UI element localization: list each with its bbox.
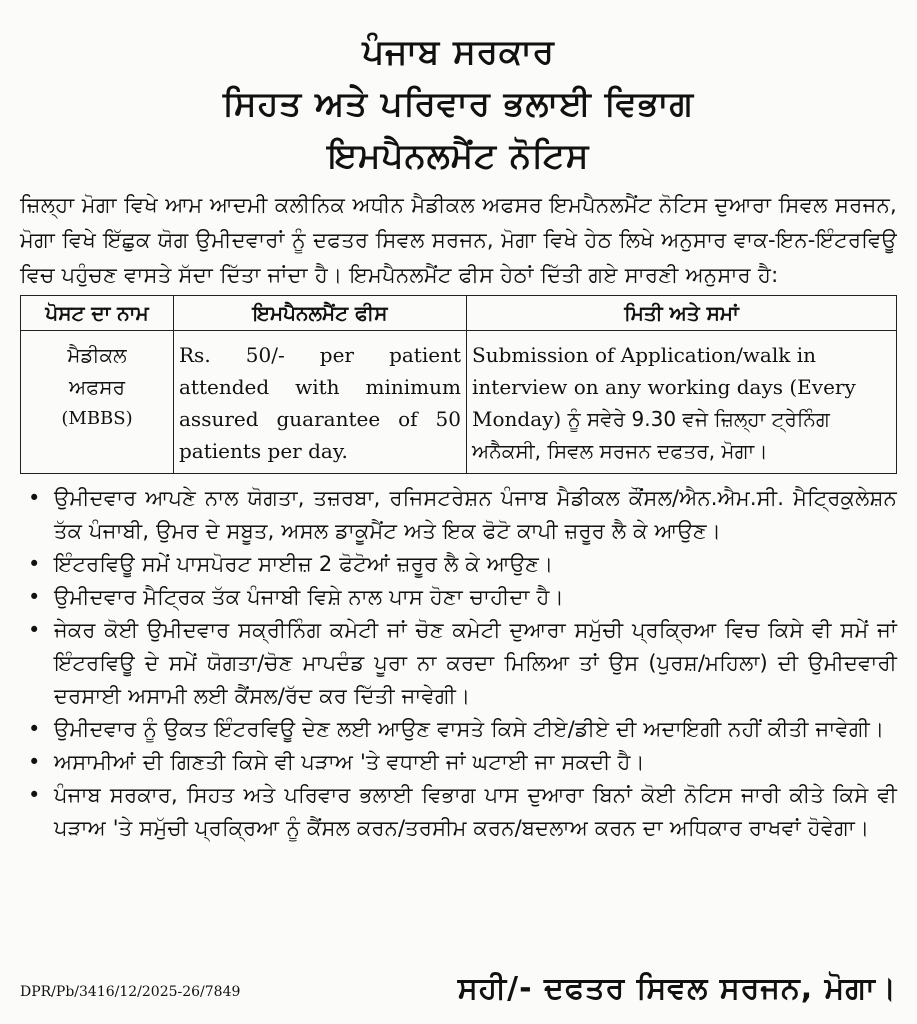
cell-fee: Rs. 50/- per patient attended with minimum assured guarantee of 50 patients per day. [174, 331, 467, 474]
cell-date-time [467, 331, 897, 474]
dpr-reference: DPR/Pb/3416/12/2025-26/7849 [20, 984, 241, 1000]
date-english: Submission of Application/walk in interview on any working days (Every Monday) [472, 343, 856, 431]
bullet-icon: • [28, 717, 41, 741]
bullet-icon: • [28, 486, 41, 510]
post-line-2: ਅਫਸਰ [69, 375, 125, 399]
footer [20, 962, 897, 1006]
bullet-icon: • [28, 750, 41, 774]
table-header-row [21, 296, 897, 331]
fee-table [20, 295, 897, 474]
cell-post [21, 331, 174, 474]
col-fee: ਇਮਪੈਨਲਮੈਂਟ ਫੀਸ [174, 296, 467, 331]
conditions-list [20, 482, 897, 845]
list-item [20, 713, 897, 746]
list-item-text: ਉਮੀਦਵਾਰ ਨੂੰ ਉਕਤ ਇੰਟਰਵਿਊ ਦੇਣ ਲਈ ਆਉਣ ਵਾਸਤੇ ਕਿਸੇ ਟੀਏ/ਡੀਏ ਦੀ ਅਦਾਇਗੀ ਨਹੀਂ ਕੀਤੀ ਜਾਵੇਗੀ। [54, 717, 885, 741]
signature-line: ਸਹੀ/- ਦਫਤਰ ਸਿਵਲ ਸਰਜਨ, ਮੋਗਾ। [457, 971, 897, 1006]
header-notice-title: ਇਮਪੈਨਲਮੈਂਟ ਨੋਟਿਸ [327, 136, 590, 176]
list-item-text: ਜੇਕਰ ਕੋਈ ਉਮੀਦਵਾਰ ਸਕ੍ਰੀਨਿੰਗ ਕਮੇਟੀ ਜਾਂ ਚੋਣ ਕਮੇਟੀ ਦੁਆਰਾ ਸਮੁੱਚੀ ਪ੍ਰਕ੍ਰਿਆ ਵਿਚ ਕਿਸੇ ਵੀ ਸਮੇਂ ਜਾਂ ਇੰਟਰਵਿਊ ਦੇ ਸਮੇਂ ਯੋਗਤਾ/ਚੋਣ ਮਾਪਦੰਡ ਪੂਰਾ ਨਾ ਕਰਦਾ ਮਿਲਿਆ ਤਾਂ ਉਸ (ਪੁਰਸ਼/ਮਹਿਲਾ) ਦੀ ਉਮੀਦਵਾਰੀ ਦਰਸਾਈ ਅਸਾਮੀ ਲਈ ਕੈਂਸਲ/ਰੱਦ ਕਰ ਦਿੱਤੀ ਜਾਵੇਗੀ। [54, 618, 897, 708]
list-item-text: ਉਮੀਦਵਾਰ ਮੈਟ੍ਰਿਕ ਤੱਕ ਪੰਜਾਬੀ ਵਿਸ਼ੇ ਨਾਲ ਪਾਸ ਹੋਣਾ ਚਾਹੀਦਾ ਹੈ। [54, 585, 564, 609]
col-date-time: ਮਿਤੀ ਅਤੇ ਸਮਾਂ [467, 296, 897, 331]
list-item [20, 614, 897, 713]
table-row [21, 331, 897, 474]
post-line-3: (MBBS) [61, 408, 133, 429]
col-post-name: ਪੋਸਟ ਦਾ ਨਾਮ [21, 296, 174, 331]
date-punjabi: ਨੂੰ ਸਵੇਰੇ 9.30 ਵਜੇ ਜ਼ਿਲ੍ਹਾ ਟ੍ਰੇਨਿੰਗ ਅਨੈਕਸੀ, ਸਿਵਲ ਸਰਜਨ ਦਫਤਰ, ਮੋਗਾ। [472, 407, 830, 463]
header-department: ਸਿਹਤ ਅਤੇ ਪਰਿਵਾਰ ਭਲਾਈ ਵਿਭਾਗ [222, 84, 695, 124]
bullet-icon: • [28, 783, 41, 807]
list-item-text: ਉਮੀਦਵਾਰ ਆਪਣੇ ਨਾਲ ਯੋਗਤਾ, ਤਜ਼ਰਬਾ, ਰਜਿਸਟਰੇਸ਼ਨ ਪੰਜਾਬ ਮੈਡੀਕਲ ਕੌਂਸਲ/ਐਨ.ਐਮ.ਸੀ. ਮੈਟ੍ਰਿਕੁਲੇਸ਼ਨ ਤੱਕ ਪੰਜਾਬੀ, ਉਮਰ ਦੇ ਸਬੂਤ, ਅਸਲ ਡਾਕੂਮੈਂਟ ਅਤੇ ਇਕ ਫੋਟੋ ਕਾਪੀ ਜ਼ਰੂਰ ਲੈ ਕੇ ਆਉਣ। [54, 486, 897, 543]
list-item [20, 581, 897, 614]
intro-paragraph: ਜ਼ਿਲ੍ਹਾ ਮੋਗਾ ਵਿਖੇ ਆਮ ਆਦਮੀ ਕਲੀਨਿਕ ਅਧੀਨ ਮੈਡੀਕਲ ਅਫਸਰ ਇਮਪੈਨਲਮੈਂਟ ਨੋਟਿਸ ਦੁਆਰਾ ਸਿਵਲ ਸਰਜਨ, ਮੋਗਾ ਵਿਖੇ ਇੱਛੁਕ ਯੋਗ ਉਮੀਦਵਾਰਾਂ ਨੂੰ ਦਫਤਰ ਸਿਵਲ ਸਰਜਨ, ਮੋਗਾ ਵਿਖੇ ਹੇਠ ਲਿਖੇ ਅਨੁਸਾਰ ਵਾਕ-ਇਨ-ਇੰਟਰਵਿਊ ਵਿਚ ਪਹੁੰਚਣ ਵਾਸਤੇ ਸੱਦਾ ਦਿੱਤਾ ਜਾਂਦਾ ਹੈ। ਇਮਪੈਨਲਮੈਂਟ ਫੀਸ ਹੇਠਾਂ ਦਿੱਤੀ ਗਏ ਸਾਰਣੀ ਅਨੁਸਾਰ ਹੈ: [20, 193, 897, 287]
bullet-icon: • [28, 552, 41, 576]
bullet-icon: • [28, 618, 41, 642]
list-item-text: ਪੰਜਾਬ ਸਰਕਾਰ, ਸਿਹਤ ਅਤੇ ਪਰਿਵਾਰ ਭਲਾਈ ਵਿਭਾਗ ਪਾਸ ਦੁਆਰਾ ਬਿਨਾਂ ਕੋਈ ਨੋਟਿਸ ਜਾਰੀ ਕੀਤੇ ਕਿਸੇ ਵੀ ਪੜਾਅ 'ਤੇ ਸਮੁੱਚੀ ਪ੍ਰਕ੍ਰਿਆ ਨੂੰ ਕੈਂਸਲ ਕਰਨ/ਤਰਸੀਮ ਕਰਨ/ਬਦਲਾਅ ਕਰਨ ਦਾ ਅਧਿਕਾਰ ਰਾਖਵਾਂ ਹੋਵੇਗਾ। [54, 783, 897, 840]
header-govt: ਪੰਜਾਬ ਸਰਕਾਰ [362, 32, 555, 72]
list-item [20, 746, 897, 779]
list-item [20, 779, 897, 845]
list-item-text: ਇੰਟਰਵਿਊ ਸਮੇਂ ਪਾਸਪੋਰਟ ਸਾਈਜ਼ 2 ਫੋਟੋਆਂ ਜ਼ਰੂਰ ਲੈ ਕੇ ਆਉਣ। [54, 552, 554, 576]
bullet-icon: • [28, 585, 41, 609]
list-item [20, 548, 897, 581]
list-item [20, 482, 897, 548]
post-line-1: ਮੈਡੀਕਲ [67, 343, 127, 367]
list-item-text: ਅਸਾਮੀਆਂ ਦੀ ਗਿਣਤੀ ਕਿਸੇ ਵੀ ਪੜਾਅ 'ਤੇ ਵਧਾਈ ਜਾਂ ਘਟਾਈ ਜਾ ਸਕਦੀ ਹੈ। [54, 750, 645, 774]
